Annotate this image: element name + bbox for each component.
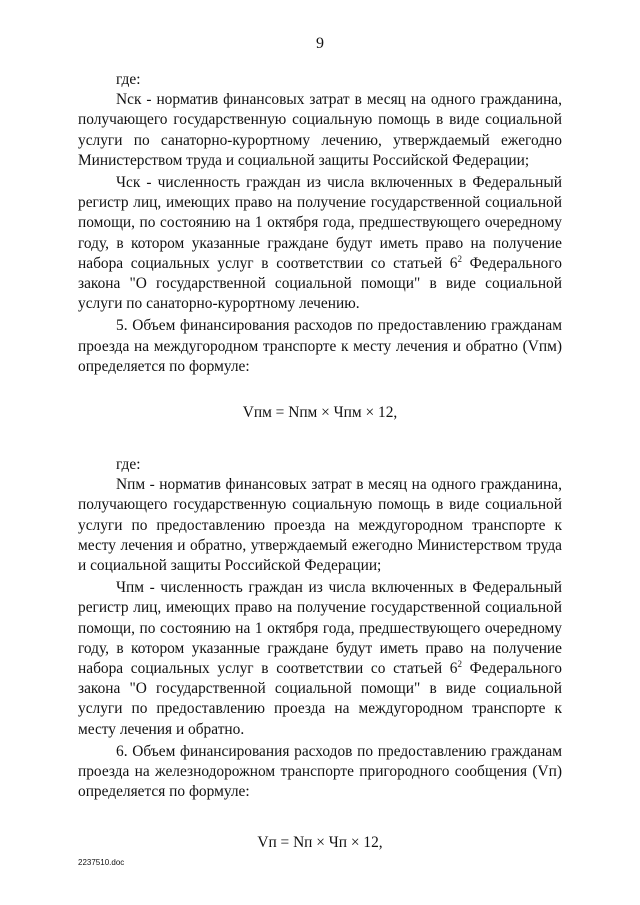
paragraph-5: 5. Объем финансирования расходов по предоставлению гражданам проезда на междугородном транспорте к месту лечения и обратно (Vпм) определяется по формуле: xyxy=(78,317,562,375)
paragraph-6: 6. Объем финансирования расходов по предоставлению гражданам проезда на железнодорожном транспорте пригородного сообщения (Vп) определяется по формуле: xyxy=(78,742,562,801)
chpm-text-a: Чпм - численность граждан из числа включенных в Федеральный регистр лиц, имеющих право на получение государственной социальной помощи, по состоянию на 1 октября года, предшествующего очередному году, в котором указанные граждане будут иметь право на получение набора социальных услуг в соответствии со статьей 6 xyxy=(78,579,562,678)
formula-vp: Vп = Nп × Чп × 12, xyxy=(257,833,383,851)
chsk-text-b: Федерального закона "О государственной социальной помощи" в виде социальной услуги по санаторно-курортному лечению. xyxy=(78,254,562,313)
formula-vpm: Vпм = Nпм × Чпм × 12, xyxy=(242,404,398,422)
where-label: где: xyxy=(116,71,141,88)
chsk-definition xyxy=(78,173,562,314)
chpm-superscript: 2 xyxy=(457,658,462,669)
page-number: 9 xyxy=(316,35,324,52)
chsk-text-a: Чск - численность граждан из числа включенных в Федеральный регистр лиц, имеющих право на получение государственной социальной помощи, по состоянию на 1 октября года, предшествующего очередному году, в котором указанные граждане будут иметь право на получение набора социальных услуг в соответствии со статьей 6 xyxy=(78,174,562,272)
npm-definition: Nпм - норматив финансовых затрат в месяц на одного гражданина, получающего государственную социальную помощь в виде социальной услуги по предоставлению проезда на междугородном транспорте к месту лечения и обратно, утверждаемый ежегодно Министерством труда и социальной защиты Российской Федерации; xyxy=(78,476,562,575)
document-body xyxy=(78,70,562,853)
footer-filename: 2237510.doc xyxy=(78,858,125,867)
where-label: где: xyxy=(116,456,141,474)
chsk-superscript: 2 xyxy=(457,253,462,264)
chpm-definition xyxy=(78,578,562,740)
chpm-text-b: Федерального закона "О государственной социальной помощи" в виде социальной услуги по предоставлению проезда на междугородном транспорте к месту лечения и обратно. xyxy=(78,660,562,738)
nsk-definition: Nск - норматив финансовых затрат в месяц на одного гражданина, получающего государственную социальную помощь в виде социальной услуги по санаторно-курортному лечению, утверждаемый ежегодно Министерством труда и социальной защиты Российской Федерации; xyxy=(78,91,562,169)
